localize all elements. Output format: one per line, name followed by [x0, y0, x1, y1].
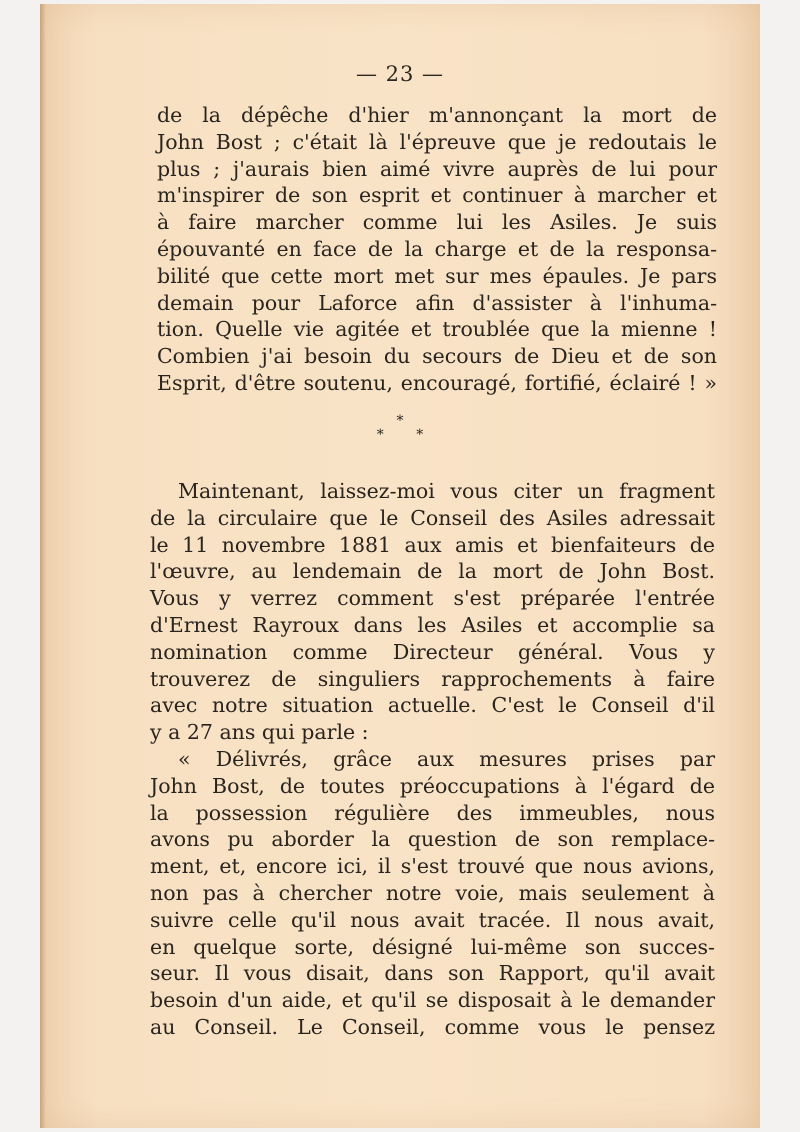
text-line: nomination comme Directeur général. Vous y	[150, 639, 715, 664]
separator-stars-bottom: * *	[376, 427, 438, 443]
text-line: bilité que cette mort met sur mes épaules. Je pars	[157, 263, 717, 288]
separator-star-top: *	[396, 413, 404, 429]
book-page	[40, 4, 760, 1128]
text-line: Esprit, d'être soutenu, encouragé, fortifié, éclairé ! »	[157, 370, 717, 395]
paragraph-circular	[150, 478, 715, 1041]
text-line: épouvanté en face de la charge et de la responsa-	[157, 236, 717, 261]
text-line: suivre celle qu'il nous avait tracée. Il nous avait,	[150, 907, 715, 932]
text-line: plus ; j'aurais bien aimé vivre auprès de lui pour	[157, 156, 717, 181]
text-line: l'œuvre, au lendemain de la mort de John Bost.	[150, 559, 715, 584]
text-line: besoin d'un aide, et qu'il se disposait à le demander	[150, 988, 715, 1013]
text-line: la possession régulière des immeubles, nous	[150, 800, 715, 825]
text-line: le 11 novembre 1881 aux amis et bienfaiteurs de	[150, 532, 715, 557]
text-line: tion. Quelle vie agitée et troublée que la mienne !	[157, 317, 717, 342]
text-line: John Bost ; c'était là l'épreuve que je redoutais le	[157, 129, 717, 154]
text-line: de la dépêche d'hier m'annonçant la mort de	[157, 103, 717, 127]
text-line: m'inspirer de son esprit et continuer à marcher et	[157, 183, 717, 208]
text-line: au Conseil. Le Conseil, comme vous le pensez	[150, 1014, 715, 1039]
text-line: Vous y verrez comment s'est préparée l'entrée	[150, 586, 715, 611]
text-line: d'Ernest Rayroux dans les Asiles et accomplie sa	[150, 612, 715, 637]
text-line: Maintenant, laissez-moi vous citer un fragment	[178, 479, 715, 503]
text-line: ment, et, encore ici, il s'est trouvé que nous avions,	[150, 854, 715, 879]
section-separator	[40, 414, 760, 442]
text-line: à faire marcher comme lui les Asiles. Je suis	[157, 210, 717, 235]
text-line: seur. Il vous disait, dans son Rapport, qu'il avait	[150, 961, 715, 986]
text-line: Combien j'ai besoin du secours de Dieu et de son	[157, 344, 717, 369]
text-line: John Bost, de toutes préoccupations à l'égard de	[150, 773, 715, 798]
text-line: trouverez de singuliers rapprochements à faire	[150, 666, 715, 691]
page-number: — 23 —	[355, 62, 445, 86]
text-line: non pas à chercher notre voie, mais seulement à	[150, 880, 715, 905]
text-line: demain pour Laforce afin d'assister à l'inhuma-	[157, 290, 717, 315]
text-line: avec notre situation actuelle. C'est le Conseil d'il	[150, 693, 715, 718]
text-line: « Délivrés, grâce aux mesures prises par	[178, 746, 715, 771]
text-line: en quelque sorte, désigné lui-même son succes-	[150, 934, 715, 959]
paragraph-quote-end	[157, 102, 717, 397]
text-line: y a 27 ans qui parle :	[150, 720, 369, 745]
text-line: de la circulaire que le Conseil des Asiles adressait	[150, 505, 715, 530]
text-line: avons pu aborder la question de son remplace-	[150, 827, 715, 852]
